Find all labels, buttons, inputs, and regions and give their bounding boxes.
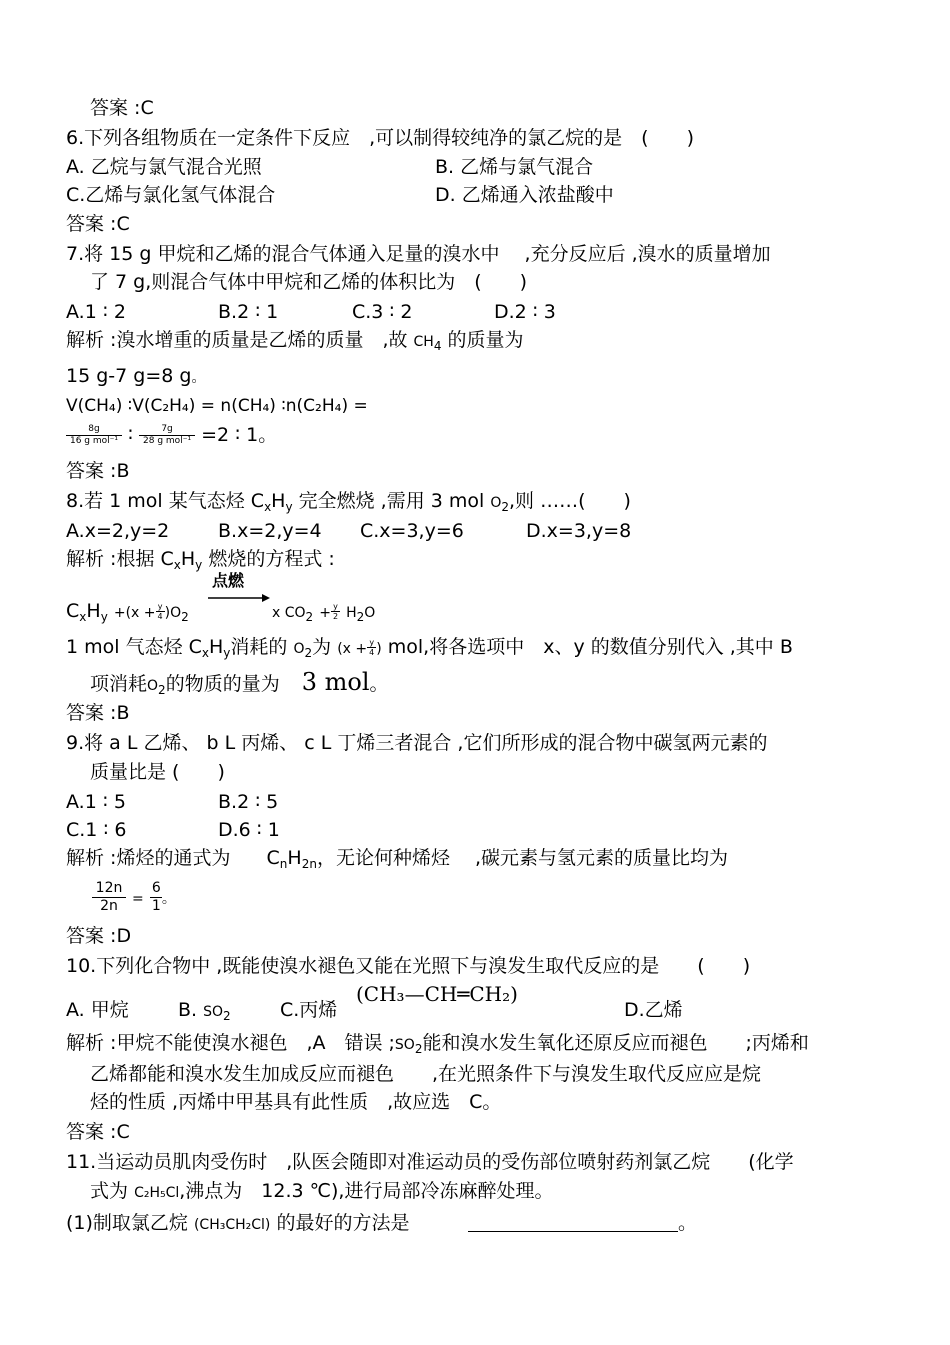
propene-structural-formula: (CH₃—CH═CH₂) xyxy=(356,982,518,1006)
alkene-general-formula: $C_nH_{2n}$ xyxy=(266,847,317,871)
fraction-y-over-2: $\frac{y}{2}$ xyxy=(332,602,339,621)
q8-option-a: A.x=2,y=2 xyxy=(66,520,170,542)
question-8-stem: 8.若 1 mol 某气态烃 $C_xH_y$ 完全燃烧 ,需用 3 mol O2,则 ……( ) xyxy=(66,490,631,514)
q9-option-a: A.1 ∶ 5 xyxy=(66,791,126,813)
q6-option-d: D. 乙烯通入浓盐酸中 xyxy=(435,184,614,206)
chloroethane-formula: C₂H₅Cl xyxy=(134,1185,180,1201)
q9-analysis-line1: 解析 :烯烃的通式为 $C_nH_{2n}$，无论何种烯烃 ,碳元素与氢元素的质量比均为 xyxy=(66,847,729,871)
q9-option-c: C.1 ∶ 6 xyxy=(66,819,127,841)
q10-analysis-line2: 乙烯都能和溴水发生加成反应而褪色 ,在光照条件下与溴发生取代反应应是烷 xyxy=(90,1063,762,1085)
fraction-y-over-4: $\frac{y}{4}$ xyxy=(157,602,163,621)
q7-analysis-line2: 15 g-7 g=8 g。 xyxy=(66,365,206,387)
q8-analysis-line3: 1 mol 气态烃 $C_xH_y$消耗的 O2为 (x + $\frac{y}{4}$ ) mol,将各选项中 x、y 的数值分别代入 ,其中 B xyxy=(66,636,793,660)
q7-option-b: B.2 ∶ 1 xyxy=(218,301,279,323)
question-9-stem-line2: 质量比是 ( ) xyxy=(90,761,225,783)
question-6-stem: 6.下列各组物质在一定条件下反应 ,可以制得较纯净的氯乙烷的是 ( ) xyxy=(66,127,694,149)
q7-volume-equation: V(CH₄) ∶V(C₂H₄) = n(CH₄) ∶n(C₂H₄) = xyxy=(66,396,368,416)
q7-option-d: D.2 ∶ 3 xyxy=(494,301,556,323)
q9-ratio-fraction: $\frac{12n}{2n}$ = $\frac{6}{1}$ 。 xyxy=(92,874,176,922)
question-7-stem-line2: 了 7 g,则混合气体中甲烷和乙烯的体积比为 ( ) xyxy=(90,271,528,293)
q10-analysis-line3: 烃的性质 ,丙烯中甲基具有此性质 ,故应选 C。 xyxy=(90,1091,502,1113)
q7-analysis-line1 xyxy=(66,328,524,358)
fraction-7g: $\frac{7g}{\text{28 g mol⁻¹}}$ xyxy=(139,424,195,447)
answer-q9: 答案 :D xyxy=(66,925,132,947)
reaction-arrow-icon xyxy=(208,593,270,603)
q7-analysis-text-b: 的质量为 xyxy=(447,329,524,351)
q9-option-d: D.6 ∶ 1 xyxy=(218,819,280,841)
question-11-stem-line2: 式为 C₂H₅Cl,沸点为 12.3 ℃),进行局部冷冻麻醉处理。 xyxy=(90,1180,554,1202)
answer-q8: 答案 :B xyxy=(66,702,130,724)
answer-q5: 答案 :C xyxy=(90,97,154,119)
ratio-result: =2 ∶ 1。 xyxy=(201,424,278,446)
q7-analysis-text: 解析 :溴水增重的质量是乙烯的质量 ,故 xyxy=(66,329,408,351)
combustion-products: x $CO_2$ + $\frac{y}{2}$ $H_2O$ xyxy=(272,602,376,624)
q7-option-c: C.3 ∶ 2 xyxy=(352,301,413,323)
q8-analysis-line4: 项消耗O2的物质的量为 3 mol。 xyxy=(90,668,389,697)
q7-fraction-line: $\frac{8g}{\text{16 g mol⁻¹}}$ ∶ $\frac{7g}{\text{28 g mol⁻¹}}$ =2 ∶ 1。 xyxy=(66,420,277,450)
q6-option-c: C.乙烯与氯化氢气体混合 xyxy=(66,184,276,206)
q8-analysis-line1: 解析 :根据 $C_xH_y$ 燃烧的方程式 : xyxy=(66,548,335,572)
q6-option-b: B. 乙烯与氯气混合 xyxy=(435,156,594,178)
answer-blank-line[interactable] xyxy=(468,1231,678,1232)
question-11-part-1: (1)制取氯乙烷 (CH₃CH₂Cl) 的最好的方法是 xyxy=(66,1212,410,1234)
condition-ignite-label: 点燃 xyxy=(212,571,245,590)
q9-option-b: B.2 ∶ 5 xyxy=(218,791,279,813)
q7-option-a: A.1 ∶ 2 xyxy=(66,301,126,323)
question-7-stem-line1: 7.将 15 g 甲烷和乙烯的混合气体通入足量的溴水中 ,充分反应后 ,溴水的质量增加 xyxy=(66,243,771,265)
q10-analysis-line1: 解析 :甲烷不能使溴水褪色 ,A 错误 ;SO2能和溴水发生氧化还原反应而褪色 ;丙烯和 xyxy=(66,1032,809,1056)
q10-option-c: C.丙烯 xyxy=(280,999,338,1021)
fraction-6-over-1: $\frac{6}{1}$ xyxy=(151,880,161,914)
q8-option-c: C.x=3,y=6 xyxy=(360,520,464,542)
part-1-period: 。 xyxy=(678,1212,698,1234)
three-mol-value: 3 mol xyxy=(301,668,370,696)
q6-option-a: A. 乙烷与氯气混合光照 xyxy=(66,156,262,178)
ch4-formula: CH4 xyxy=(413,334,442,353)
question-9-stem-line1: 9.将 a L 乙烯、 b L 丙烯、 c L 丁烯三者混合 ,它们所形成的混合物中碳氢两元素的 xyxy=(66,732,768,754)
answer-q6: 答案 :C xyxy=(66,213,130,235)
q10-option-b: B. SO2 xyxy=(178,999,231,1023)
question-10-stem: 10.下列化合物中 ,既能使溴水褪色又能在光照下与溴发生取代反应的是 ( ) xyxy=(66,955,751,977)
question-11-stem-line1: 11.当运动员肌肉受伤时 ,队医会随即对准运动员的受伤部位喷射药剂氯乙烷 (化学 xyxy=(66,1151,794,1173)
answer-q10: 答案 :C xyxy=(66,1121,130,1143)
q10-option-d: D.乙烯 xyxy=(624,999,683,1021)
combustion-equation: $C_xH_y +(x$ + $\frac{y}{4}$ )$O_2$ xyxy=(66,600,189,624)
answer-q7: 答案 :B xyxy=(66,460,130,482)
fraction-12n-over-2n: $\frac{12n}{2n}$ xyxy=(92,880,126,915)
q10-option-a: A. 甲烷 xyxy=(66,999,129,1021)
q8-option-d: D.x=3,y=8 xyxy=(526,520,632,542)
fraction-8g: $\frac{8g}{\text{16 g mol⁻¹}}$ xyxy=(66,424,122,447)
q8-option-b: B.x=2,y=4 xyxy=(218,520,322,542)
